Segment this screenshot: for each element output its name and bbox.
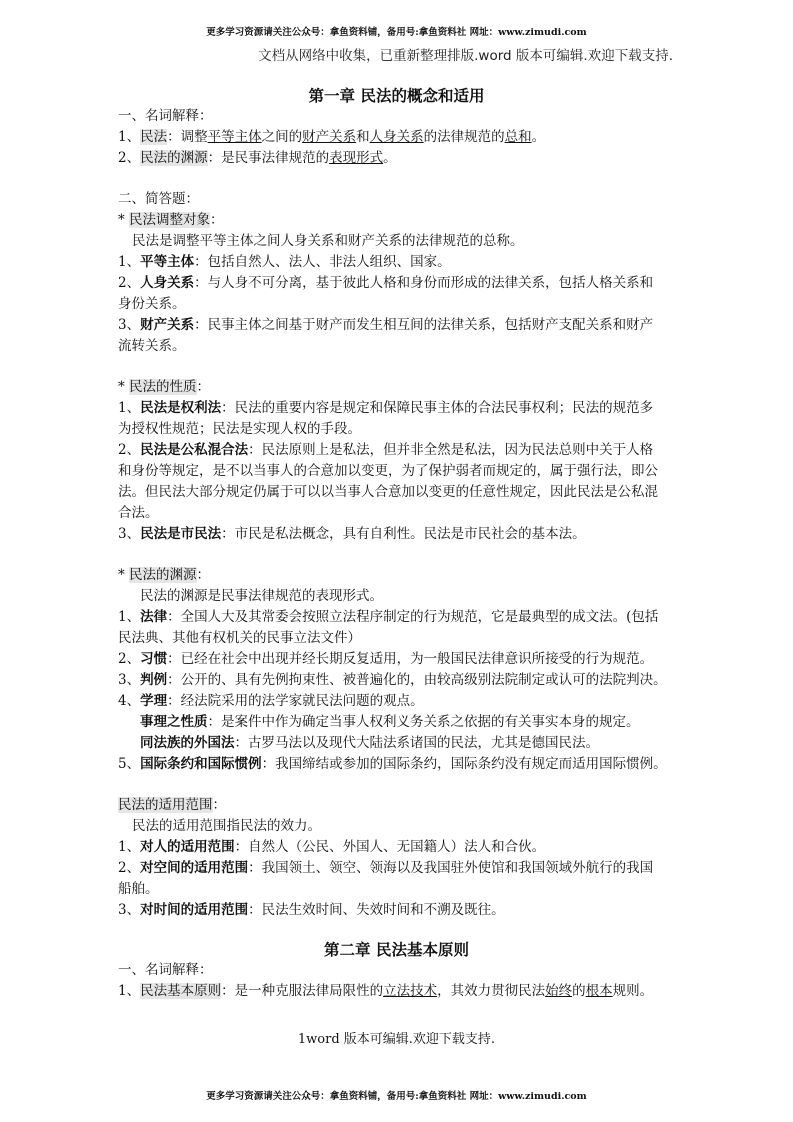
list-item-continued: 身份关系。 (118, 296, 186, 312)
list-item: 1、对人的适用范围：自然人（公民、外国人、无国籍人）法人和合伙。 (118, 839, 546, 855)
sub-item: 事理之性质：是案件中作为确定当事人权利义务关系之依据的有关事实本身的规定。 (140, 714, 640, 730)
question-heading: * 民法的渊源： (118, 567, 211, 583)
bullet-icon: * (118, 212, 130, 228)
chapter-title: 第二章 民法基本原则 (324, 940, 469, 959)
bullet-icon: * (118, 567, 130, 583)
list-item-continued: 法。但民法大部分规定仍属于可以以当事人合意加以变更的任意性规定，因此民法是公私混 (118, 484, 658, 500)
list-item: 2、对空间的适用范围：我国领土、领空、领海以及我国驻外使馆和我国领域外航行的我国 (118, 860, 654, 876)
list-item: 3、财产关系：民事主体之间基于财产而发生相互间的法律关系，包括财产支配关系和财产 (118, 317, 654, 333)
section-heading: 二、简答题： (118, 191, 199, 207)
list-item: 3、对时间的适用范围：民法生效时间、失效时间和不溯及既往。 (118, 902, 505, 918)
list-item: 2、习惯：已经在社会中出现并经长期反复适用，为一般国民法律意识所接受的行为规范。 (118, 651, 654, 667)
term: 民法基本原则 (140, 983, 222, 999)
list-item: 2、民法是公私混合法：民法原则上是私法，但并非全然是私法，因为民法总则中关于人格 (118, 442, 654, 458)
footer-note: 更多学习资源请关注公众号：拿鱼资料铺，备用号:拿鱼资料社 网址：www.zimudi.com (206, 1091, 587, 1102)
section-heading: 一、名词解释： (118, 108, 213, 124)
list-item: 1、法律：全国人大及其常委会按照立法程序制定的行为规范，它是最典型的成文法。(包括 (118, 609, 659, 625)
list-item: 2、人身关系：与人身不可分离，基于彼此人格和身份而形成的法律关系，包括人格关系和 (118, 275, 654, 291)
list-item-continued: 流转关系。 (118, 338, 186, 354)
question-heading: 民法的适用范围： (118, 797, 226, 813)
definition-item: 1、民法：调整平等主体之间的财产关系和人身关系的法律规范的总和。 (118, 129, 546, 145)
question-heading: * 民法的性质： (118, 379, 211, 395)
question-heading: * 民法调整对象： (118, 212, 224, 228)
list-item: 5、国际条约和国际惯例：我国缔结或参加的国际条约，国际条约没有规定而适用国际惯例。 (118, 756, 667, 772)
header-note: 更多学习资源请关注公众号：拿鱼资料铺，备用号:拿鱼资料社 网址：www.zimudi.com (206, 27, 587, 38)
list-item-continued: 合法。 (118, 505, 159, 521)
list-item: 1、民法是权利法：民法的重要内容是规定和保障民事主体的合法民事权利；民法的规范多 (118, 400, 654, 416)
page-footer: 1word 版本可编辑.欢迎下载支持. (297, 1032, 496, 1047)
bullet-icon: * (118, 379, 130, 395)
section-heading: 一、名词解释： (118, 962, 213, 978)
document-subheader: 文档从网络中收集，已重新整理排版.word 版本可编辑.欢迎下载支持. (258, 48, 673, 64)
list-item-continued: 民法典、其他有权机关的民事立法文件） (118, 630, 361, 646)
list-item-continued: 船舶。 (118, 881, 159, 897)
list-item-continued: 和身份等规定，是不以当事人的合意加以变更，为了保护弱者而规定的，属于强行法，即公 (118, 463, 658, 479)
definition-item: 1、民法基本原则：是一种克服法律局限性的立法技术，其效力贯彻民法始终的根本规则。 (118, 983, 654, 999)
list-item: 4、学理：经法院采用的法学家就民法问题的观点。 (118, 693, 424, 709)
list-item: 3、民法是市民法：市民是私法概念，具有自利性。民法是市民社会的基本法。 (118, 526, 586, 542)
list-item-continued: 为授权性规范；民法是实现人权的手段。 (118, 421, 361, 437)
list-item: 3、判例：公开的、具有先例拘束性、被普遍化的，由较高级别法院制定或认可的法院判决。 (118, 672, 667, 688)
chapter-title: 第一章 民法的概念和适用 (308, 86, 485, 105)
intro-text: 民法的渊源是民事法律规范的表现形式。 (140, 588, 383, 604)
term: 民法的渊源 (140, 150, 208, 166)
definition-item: 2、民法的渊源：是民事法律规范的表现形式。 (118, 150, 397, 166)
intro-text: 民法的适用范围指民法的效力。 (132, 818, 321, 834)
sub-item: 同法族的外国法：古罗马法以及现代大陆法系诸国的民法，尤其是德国民法。 (140, 735, 599, 751)
intro-text: 民法是调整平等主体之间人身关系和财产关系的法律规范的总称。 (132, 233, 524, 249)
term: 民法 (140, 129, 168, 145)
list-item: 1、平等主体：包括自然人、法人、非法人组织、国家。 (118, 254, 451, 270)
